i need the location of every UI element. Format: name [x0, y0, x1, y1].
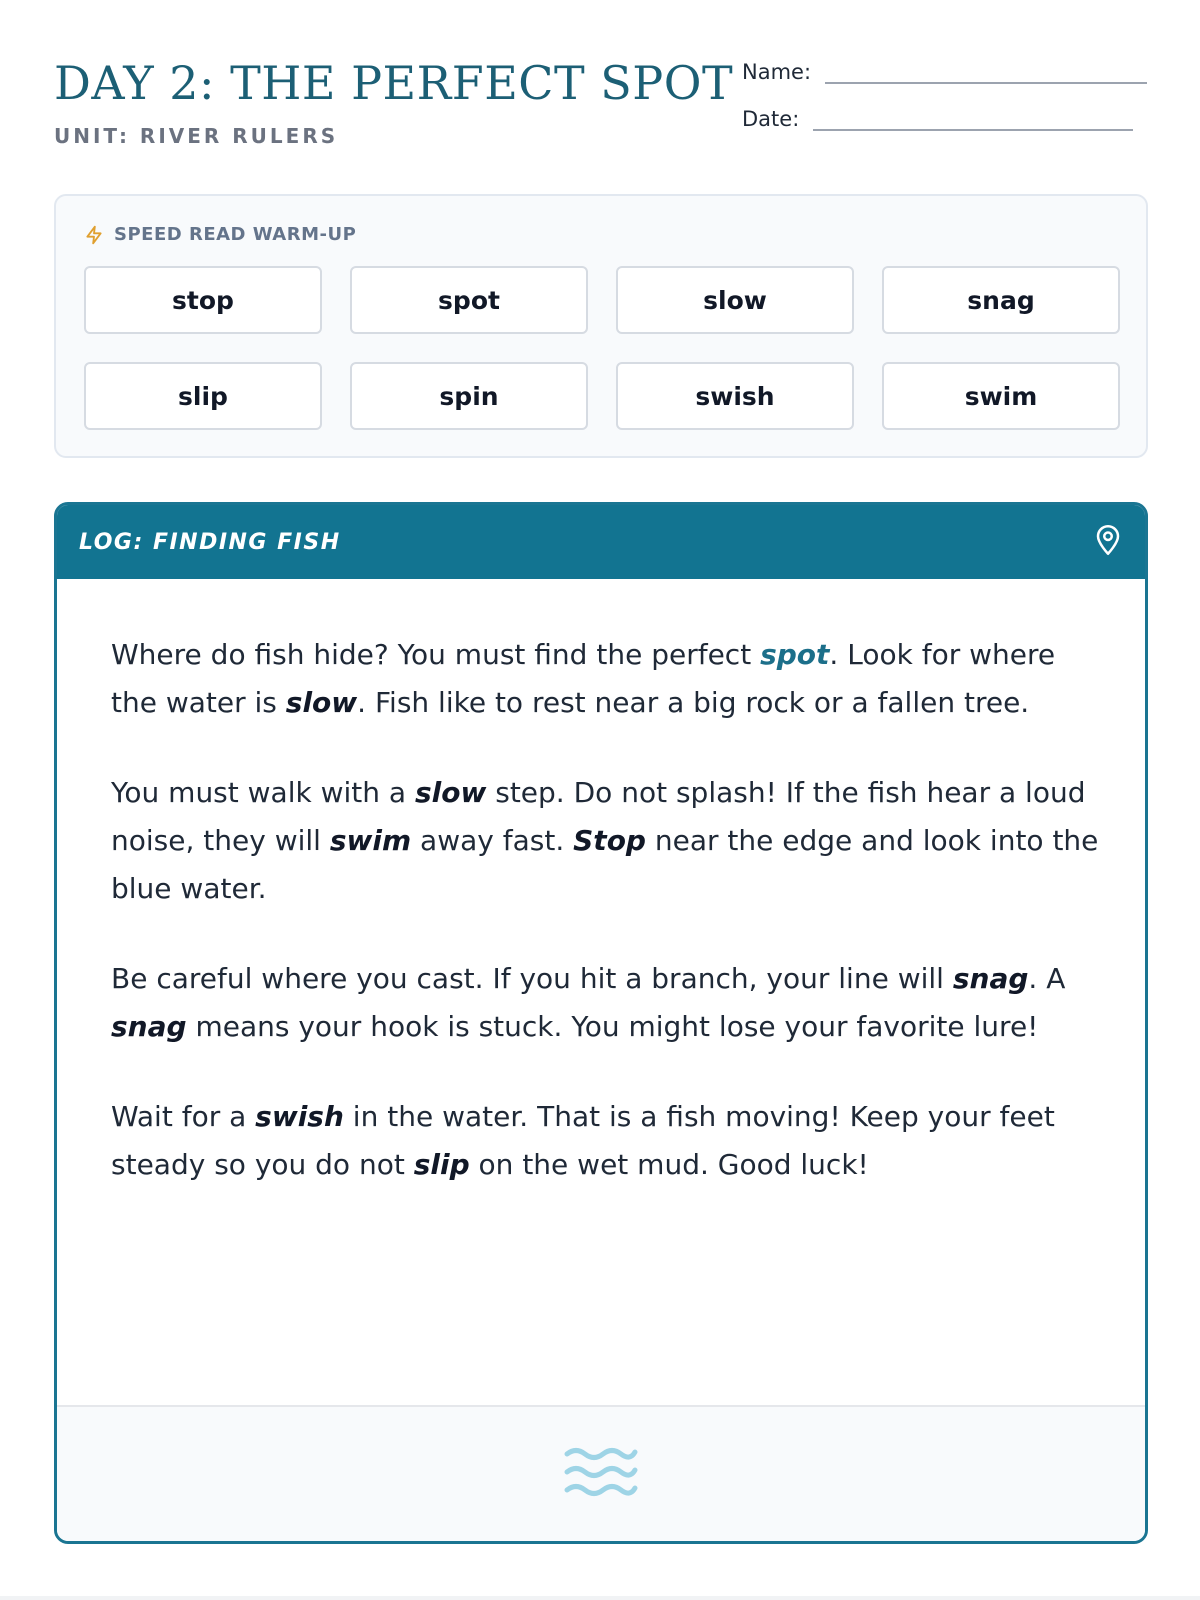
log-footer: [57, 1405, 1145, 1541]
passage-text: You must walk with a: [111, 776, 415, 809]
passage-text: means your hook is stuck. You might lose your favorite lure!: [186, 1010, 1039, 1043]
log-paragraph: [111, 1093, 1101, 1189]
log-title: LOG: FINDING FISH: [79, 529, 341, 555]
waves-icon: [563, 1444, 639, 1504]
keyword-slow: slow: [285, 686, 358, 719]
date-field: [742, 103, 1133, 131]
word-chip-swish: swish: [616, 362, 854, 430]
passage-text: away fast.: [411, 824, 574, 857]
log-paragraph: [111, 769, 1101, 913]
warmup-label-text: SPEED READ WARM-UP: [114, 224, 357, 245]
word-chip-swim: swim: [882, 362, 1120, 430]
passage-text: step. Do not splash! If the fish hear a loud noise, they will: [111, 776, 1086, 857]
passage-text: on the wet mud. Good luck!: [469, 1148, 869, 1181]
name-label: Name:: [742, 60, 812, 84]
name-field: [742, 56, 1147, 84]
unit-subtitle: UNIT: RIVER RULERS: [54, 124, 339, 148]
word-chip-stop: stop: [84, 266, 322, 334]
keyword-snag: snag: [111, 1010, 187, 1043]
speed-read-warmup: [54, 194, 1148, 458]
date-label: Date:: [742, 107, 800, 131]
keyword-slow: slow: [414, 776, 487, 809]
passage-text: Where do fish hide? You must find the perfect: [111, 638, 761, 671]
log-body: [111, 631, 1101, 1231]
word-chip-snag: snag: [882, 266, 1120, 334]
keyword-spot: spot: [760, 638, 830, 671]
word-chip-slow: slow: [616, 266, 854, 334]
word-chip-slip: slip: [84, 362, 322, 430]
passage-text: Wait for a: [111, 1100, 256, 1133]
warmup-label: [84, 224, 356, 245]
passage-text: . Look for where the water is: [111, 638, 1056, 719]
word-grid: [84, 266, 1120, 430]
keyword-snag: snag: [952, 962, 1029, 995]
page-bottom-strip: [0, 1596, 1200, 1600]
keyword-swish: swish: [255, 1100, 344, 1133]
passage-text: in the water. That is a fish moving! Keep your feet steady so you do not: [111, 1100, 1055, 1181]
word-chip-spot: spot: [350, 266, 588, 334]
keyword-swim: swim: [329, 824, 412, 857]
log-paragraph: [111, 631, 1101, 727]
log-paragraph: [111, 955, 1101, 1051]
passage-text: . A: [1028, 962, 1066, 995]
passage-text: near the edge and look into the blue water.: [111, 824, 1099, 905]
passage-text: Be careful where you cast. If you hit a branch, your line will: [111, 962, 953, 995]
lightning-icon: [84, 225, 104, 245]
keyword-stop: Stop: [573, 824, 646, 857]
map-pin-icon: [1093, 523, 1123, 561]
page-title: DAY 2: THE PERFECT SPOT: [54, 56, 734, 110]
passage-text: . Fish like to rest near a big rock or a fallen tree.: [357, 686, 1030, 719]
word-chip-spin: spin: [350, 362, 588, 430]
name-input-line[interactable]: [825, 56, 1147, 84]
log-card: [54, 502, 1148, 1544]
keyword-slip: slip: [413, 1148, 470, 1181]
date-input-line[interactable]: [813, 103, 1133, 131]
log-header: [57, 505, 1145, 579]
